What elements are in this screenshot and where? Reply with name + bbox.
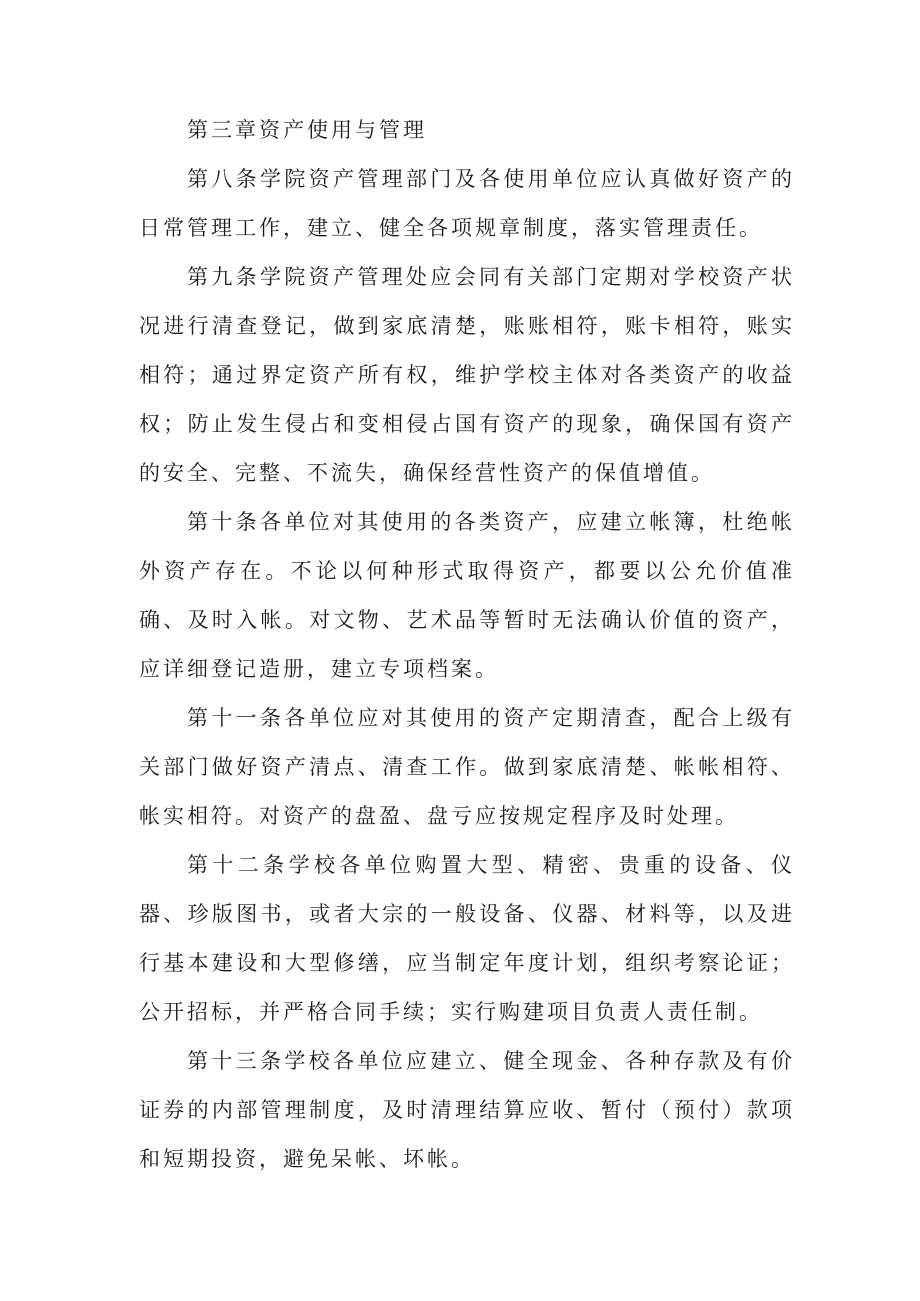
article-9-paragraph: 第九条学院资产管理处应会同有关部门定期对学校资产状况进行清查登记，做到家底清楚，账账相符，账卡相符，账实相符；通过界定资产所有权，维护学校主体对各类资产的收益权；防止发生侵占和变相侵占国有资产的现象，确保国有资产的安全、完整、不流失，确保经营性资产的保值增值。 [139,265,795,485]
chapter-title: 第三章资产使用与管理 [187,118,427,142]
article-10-paragraph: 第十条各单位对其使用的各类资产，应建立帐簿，杜绝帐外资产存在。不论以何种形式取得资产，都要以公允价值准确、及时入帐。对文物、艺术品等暂时无法确认价值的资产，应详细登记造册，建立专项档案。 [139,510,795,681]
article-11-paragraph: 第十一条各单位应对其使用的资产定期清查，配合上级有关部门做好资产清点、清查工作。做到家底清楚、帐帐相符、帐实相符。对资产的盘盈、盘亏应按规定程序及时处理。 [139,706,795,828]
article-12-paragraph: 第十二条学校各单位购置大型、精密、贵重的设备、仪器、珍版图书，或者大宗的一般设备、仪器、材料等，以及进行基本建设和大型修缮，应当制定年度计划，组织考察论证；公开招标，并严格合同手续；实行购建项目负责人责任制。 [139,853,795,1024]
article-13-paragraph: 第十三条学校各单位应建立、健全现金、各种存款及有价证券的内部管理制度，及时清理结算应收、暂付（预付）款项和短期投资，避免呆帐、坏帐。 [139,1049,795,1171]
document-body [139,106,795,1184]
article-8-paragraph: 第八条学院资产管理部门及各使用单位应认真做好资产的日常管理工作，建立、健全各项规章制度，落实管理责任。 [139,167,795,240]
